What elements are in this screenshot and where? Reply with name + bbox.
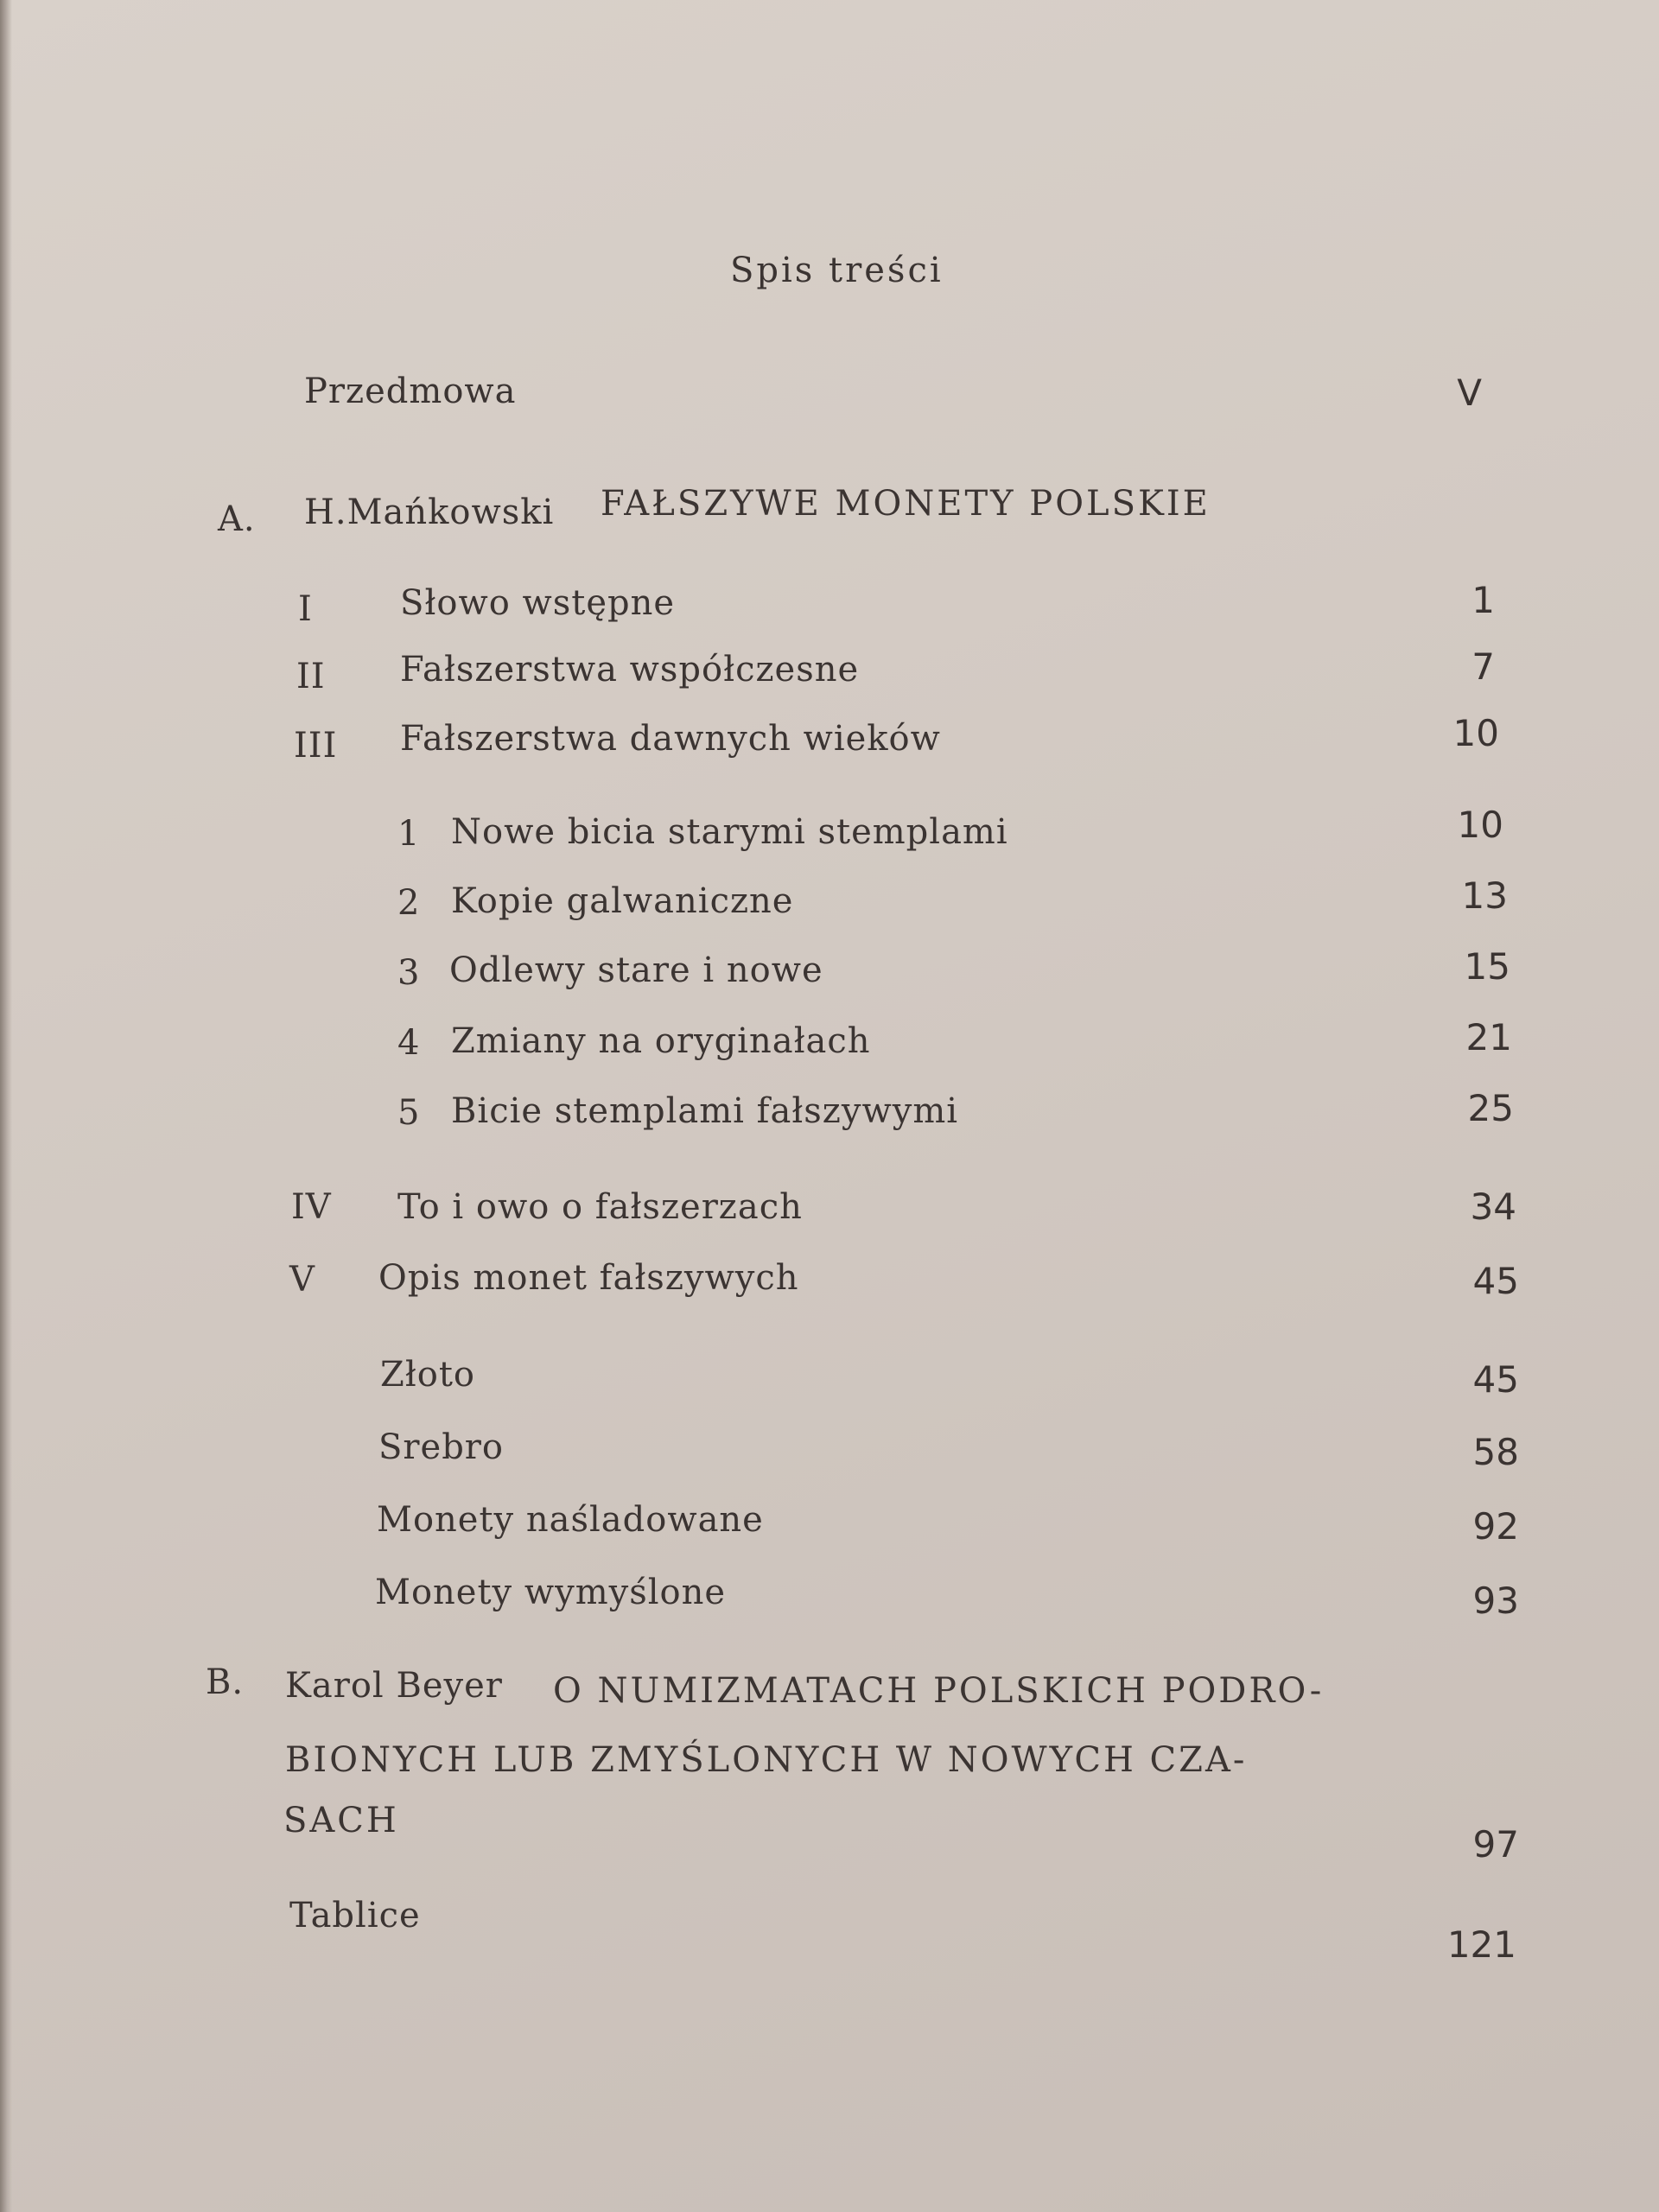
catalogue-page: 58	[1472, 1431, 1519, 1473]
chapter-page: 7	[1471, 645, 1495, 688]
catalogue-page: 93	[1472, 1580, 1519, 1622]
part-a-author: H.Mańkowski	[304, 493, 555, 532]
subsection-page: 15	[1464, 945, 1510, 988]
subsection-num: 3	[397, 953, 421, 993]
plates-page: 121	[1446, 1923, 1516, 1966]
chapter-label: To i owo o fałszerzach	[397, 1187, 803, 1227]
chapter-label: Słowo wstępne	[400, 583, 676, 623]
chapter-num: II	[296, 657, 326, 696]
chapter-page: 34	[1470, 1185, 1516, 1228]
chapter-num: I	[298, 589, 313, 629]
chapter-label: Opis monet fałszywych	[378, 1258, 799, 1298]
catalogue-label: Srebro	[378, 1427, 505, 1467]
part-a-letter: A.	[218, 499, 256, 539]
subsection-num: 2	[397, 883, 421, 923]
plates-label: Tablice	[289, 1896, 421, 1936]
subsection-page: 21	[1465, 1016, 1512, 1058]
subsection-page: 10	[1457, 804, 1503, 846]
chapter-page: 10	[1452, 712, 1499, 754]
toc-title: Spis treści	[730, 251, 944, 290]
catalogue-label: Złoto	[380, 1355, 475, 1395]
part-a-title: FAŁSZYWE MONETY POLSKIE	[601, 484, 1211, 524]
subsection-page: 25	[1467, 1087, 1514, 1129]
subsection-label: Bicie stemplami fałszywymi	[451, 1091, 959, 1131]
catalogue-page: 45	[1472, 1358, 1519, 1401]
subsection-label: Nowe bicia starymi stemplami	[451, 812, 1008, 852]
catalogue-page: 92	[1472, 1505, 1519, 1548]
part-b-title-line: SACH	[283, 1801, 399, 1840]
subsection-num: 1	[397, 814, 421, 854]
part-b-title-line: BIONYCH LUB ZMYŚLONYCH W NOWYCH CZA-	[285, 1740, 1248, 1780]
catalogue-label: Monety wymyślone	[375, 1573, 727, 1612]
part-b-author: Karol Beyer	[285, 1666, 503, 1706]
subsection-label: Kopie galwaniczne	[451, 881, 794, 921]
subsection-page: 13	[1461, 874, 1508, 917]
chapter-label: Fałszerstwa dawnych wieków	[400, 719, 941, 759]
preface-label: Przedmowa	[304, 372, 517, 411]
chapter-page: 45	[1472, 1260, 1519, 1302]
subsection-label: Odlewy stare i nowe	[449, 950, 823, 990]
chapter-page: 1	[1471, 579, 1495, 621]
part-b-page: 97	[1472, 1823, 1519, 1866]
catalogue-label: Monety naśladowane	[377, 1500, 764, 1540]
page-edge	[0, 0, 12, 2212]
chapter-num: III	[294, 726, 338, 766]
chapter-label: Fałszerstwa współczesne	[400, 650, 860, 690]
part-b-title-line: O NUMIZMATACH POLSKICH PODRO-	[553, 1671, 1325, 1711]
subsection-label: Zmiany na oryginałach	[451, 1021, 871, 1061]
part-b-letter: B.	[206, 1662, 245, 1702]
chapter-num: IV	[291, 1187, 332, 1227]
subsection-num: 4	[397, 1023, 421, 1063]
subsection-num: 5	[397, 1093, 421, 1133]
chapter-num: V	[289, 1260, 315, 1300]
preface-page: V	[1457, 372, 1482, 414]
